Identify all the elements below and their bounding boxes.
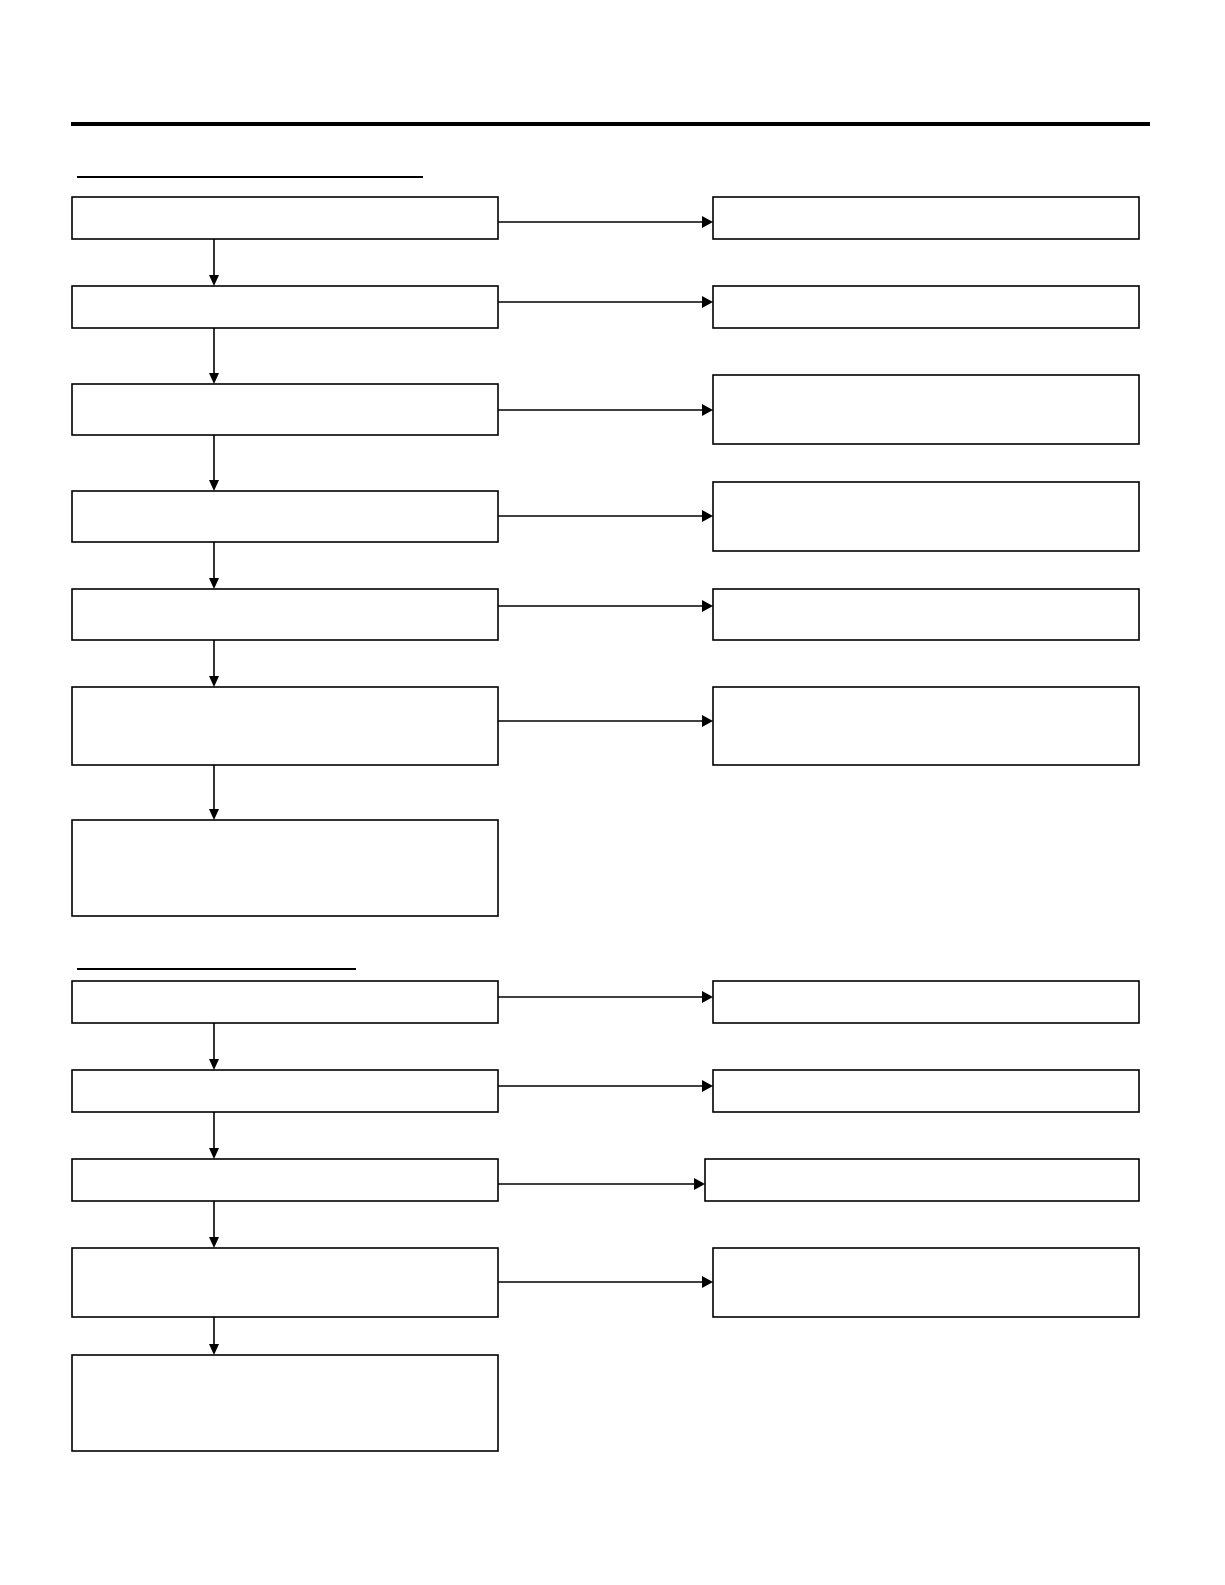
section-1-result-5-box <box>713 589 1139 640</box>
section-2-result-1-box <box>713 981 1139 1023</box>
section-2-right-arrow-1-head <box>702 991 713 1003</box>
section-1-right-arrow-2-head <box>702 296 713 308</box>
section-2-down-arrow-2-head <box>209 1148 219 1159</box>
section-2-right-arrow-3-head <box>694 1178 705 1190</box>
section-1-down-arrow-2-head <box>209 373 219 384</box>
section-2-result-2-box <box>713 1070 1139 1112</box>
section-1-step-1-box <box>72 197 498 239</box>
section-1-down-arrow-1-head <box>209 275 219 286</box>
section-2-result-3-box <box>705 1159 1139 1201</box>
section-1-step-5-box <box>72 589 498 640</box>
section-1-down-arrow-4-head <box>209 578 219 589</box>
section-1-step-7-box <box>72 820 498 916</box>
section-2-down-arrow-4-head <box>209 1344 219 1355</box>
section-2-down-arrow-1-head <box>209 1059 219 1070</box>
section-1-result-3-box <box>713 375 1139 444</box>
section-1-right-arrow-5-head <box>702 600 713 612</box>
section-1-down-arrow-6-head <box>209 809 219 820</box>
section-2-step-4-box <box>72 1248 498 1317</box>
section-1-down-arrow-5-head <box>209 676 219 687</box>
section-2-step-3-box <box>72 1159 498 1201</box>
section-2-down-arrow-3-head <box>209 1237 219 1248</box>
section-2-result-4-box <box>713 1248 1139 1317</box>
section-1-right-arrow-3-head <box>702 404 713 416</box>
section-1-down-arrow-3-head <box>209 480 219 491</box>
section-1-result-1-box <box>713 197 1139 239</box>
section-1-result-6-box <box>713 687 1139 765</box>
section-2-right-arrow-2-head <box>702 1080 713 1092</box>
section-2-step-2-box <box>72 1070 498 1112</box>
section-1-right-arrow-1-head <box>702 216 713 228</box>
section-2-step-1-box <box>72 981 498 1023</box>
section-1-step-3-box <box>72 384 498 435</box>
section-1-right-arrow-6-head <box>702 715 713 727</box>
section-1-right-arrow-4-head <box>702 510 713 522</box>
section-1-result-4-box <box>713 482 1139 551</box>
section-1-step-4-box <box>72 491 498 542</box>
section-1-result-2-box <box>713 286 1139 328</box>
section-2-step-5-box <box>72 1355 498 1451</box>
section-1-step-6-box <box>72 687 498 765</box>
section-2-right-arrow-4-head <box>702 1276 713 1288</box>
section-1-step-2-box <box>72 286 498 328</box>
